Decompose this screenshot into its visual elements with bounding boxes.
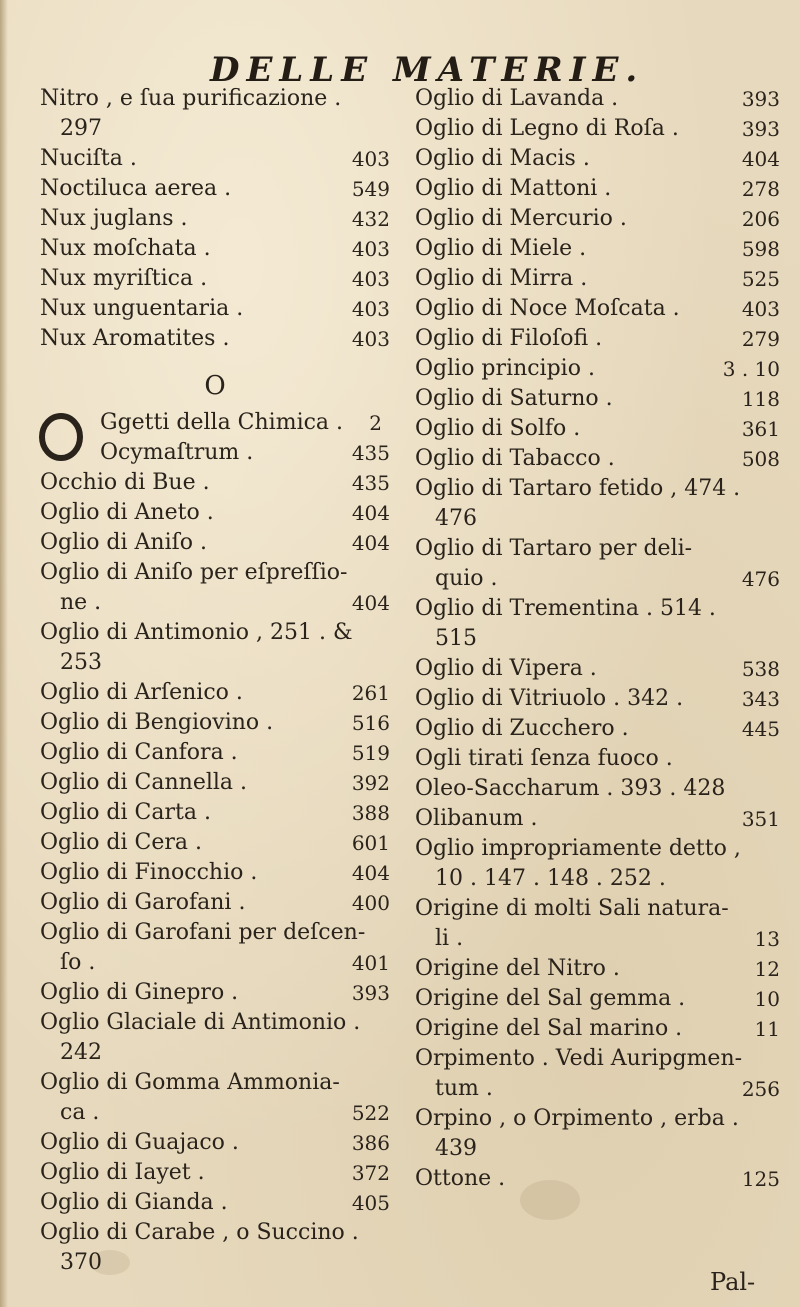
entry-page: 13 (754, 927, 780, 951)
entry-text: Oglio di Aniſo . (40, 530, 208, 555)
entry-text: Oglio di Cannella . (40, 770, 248, 795)
entry-text: Ogli tirati ſenza fuoco . (415, 746, 673, 771)
entry-page: 2 (369, 411, 382, 435)
page-edge-shadow (0, 0, 8, 1307)
entry-text: 297 (60, 116, 102, 141)
index-entry (415, 114, 780, 144)
entry-page: 343 (741, 687, 780, 711)
index-entry (415, 444, 780, 474)
index-entry (415, 1164, 780, 1194)
entry-page: 393 (741, 117, 780, 141)
entry-page: 405 (351, 1191, 390, 1215)
index-entry (415, 294, 780, 324)
entry-page: 279 (741, 327, 780, 351)
index-entry (40, 84, 390, 114)
entry-page: 403 (351, 327, 390, 351)
index-entry (40, 1068, 390, 1098)
index-entry (40, 918, 390, 948)
entry-text: 242 (60, 1040, 102, 1065)
entry-page: 404 (351, 591, 390, 615)
index-entry (40, 1158, 390, 1188)
entry-text: Oglio di Noce Moſcata . (415, 296, 680, 321)
entry-text: Oleo-Saccharum . 393 . 428 (415, 776, 726, 801)
entry-text: Orpimento . Vedi Auripgmen- (415, 1046, 743, 1071)
entry-text: Ggetti della Chimica . (100, 410, 344, 435)
index-entry (415, 474, 780, 504)
entry-text: Oglio di Mirra . (415, 266, 588, 291)
index-column-right (415, 84, 780, 1194)
entry-text: li . (435, 926, 464, 951)
index-entry-continuation (415, 1074, 780, 1104)
index-entry (40, 144, 390, 174)
entry-text: Oglio di Gomma Ammonia- (40, 1070, 340, 1095)
entry-page: 549 (351, 177, 390, 201)
entry-page: 372 (351, 1161, 390, 1185)
entry-text: 370 (60, 1250, 102, 1275)
index-entry (40, 324, 390, 354)
index-entry (415, 594, 780, 624)
entry-text: Nitro , e ſua purificazione . (40, 86, 342, 111)
entry-text: Oglio di Lavanda . (415, 86, 619, 111)
entry-text: Olibanum . (415, 806, 538, 831)
entry-page: 125 (741, 1167, 780, 1191)
index-entry (415, 144, 780, 174)
index-entry (40, 618, 390, 648)
index-entry (415, 264, 780, 294)
entry-text: ne . (60, 590, 102, 615)
index-entry (40, 678, 390, 708)
drop-cap-o-icon (38, 412, 84, 462)
index-entry-continuation (40, 1248, 390, 1278)
entry-text: Oglio di Ginepro . (40, 980, 239, 1005)
entry-page: 445 (741, 717, 780, 741)
entry-page: 10 (754, 987, 780, 1011)
entry-text: Nuciſta . (40, 146, 137, 171)
entry-page: 386 (351, 1131, 390, 1155)
index-entry-continuation (40, 948, 390, 978)
index-entry (415, 684, 780, 714)
entry-page: 403 (351, 147, 390, 171)
index-entry-continuation (415, 624, 780, 654)
entry-page: 435 (351, 441, 390, 465)
index-entry (40, 1218, 390, 1248)
catchword: Pal- (710, 1268, 756, 1296)
index-entry-continuation (40, 648, 390, 678)
entry-page: 522 (351, 1101, 390, 1125)
entry-page: 525 (741, 267, 780, 291)
index-entry (415, 1014, 780, 1044)
entry-text: Oglio di Legno di Roſa . (415, 116, 679, 141)
entry-text: tum . (435, 1076, 493, 1101)
entry-text: Nux juglans . (40, 206, 188, 231)
page-header: DELLE MATERIE. (210, 50, 645, 90)
entry-text: Oglio di Miele . (415, 236, 587, 261)
index-entry (40, 498, 390, 528)
index-entry-continuation (415, 1134, 780, 1164)
index-entry (40, 204, 390, 234)
entry-text: Oglio di Finocchio . (40, 860, 258, 885)
index-entry (40, 768, 390, 798)
entry-text: Oglio di Iayet . (40, 1160, 205, 1185)
entry-text: Oglio di Vipera . (415, 656, 597, 681)
entry-text: Oglio di Gianda . (40, 1190, 228, 1215)
index-entry (40, 264, 390, 294)
entry-page: 278 (741, 177, 780, 201)
index-entry (40, 1008, 390, 1038)
index-entry (40, 174, 390, 204)
entry-page: 118 (741, 387, 780, 411)
entry-text: Oglio di Tartaro per deli- (415, 536, 693, 561)
index-entry-drop-cap (40, 408, 390, 468)
section-letter: O (204, 371, 226, 401)
entry-text: Oglio di Canfora . (40, 740, 238, 765)
entry-text: Oglio di Saturno . (415, 386, 613, 411)
entry-page: 3 . 10 (722, 357, 780, 381)
entry-text: Oglio di Bengiovino . (40, 710, 274, 735)
entry-text: Oglio impropriamente detto , (415, 836, 741, 861)
entry-text: 439 (435, 1136, 477, 1161)
entry-text: 515 (435, 626, 477, 651)
index-entry (415, 204, 780, 234)
entry-page: 361 (741, 417, 780, 441)
entry-text: Ocymaſtrum . (100, 440, 254, 465)
index-entry (40, 828, 390, 858)
entry-text: Origine di molti Sali natura- (415, 896, 729, 921)
index-entry (415, 84, 780, 114)
entry-page: 261 (351, 681, 390, 705)
index-entry (40, 1128, 390, 1158)
entry-text: Origine del Sal gemma . (415, 986, 686, 1011)
entry-text: Oglio di Mattoni . (415, 176, 612, 201)
index-entry (40, 1188, 390, 1218)
entry-page: 404 (351, 861, 390, 885)
index-entry-continuation (415, 864, 780, 894)
index-entry (415, 174, 780, 204)
entry-text: Oglio di Aniſo per eſpreſſio- (40, 560, 348, 585)
entry-page: 403 (741, 297, 780, 321)
index-entry (415, 804, 780, 834)
entry-text: Noctiluca aerea . (40, 176, 232, 201)
index-entry (40, 468, 390, 498)
index-entry (415, 984, 780, 1014)
entry-text: ſo . (60, 950, 96, 975)
index-entry-continuation (40, 1098, 390, 1128)
index-column-left (40, 84, 390, 1278)
entry-page: 404 (351, 531, 390, 555)
entry-page: 538 (741, 657, 780, 681)
entry-page: 601 (351, 831, 390, 855)
entry-text: Oglio di Garofani . (40, 890, 246, 915)
entry-text: Oglio di Cera . (40, 830, 203, 855)
index-entry (40, 798, 390, 828)
index-entry (415, 354, 780, 384)
entry-text: Oglio di Vitriuolo . 342 . (415, 686, 684, 711)
entry-page: 388 (351, 801, 390, 825)
entry-text: Oglio di Solfo . (415, 416, 581, 441)
entry-text: Orpino , o Orpimento , erba . (415, 1106, 739, 1131)
entry-text: Nux moſchata . (40, 236, 211, 261)
index-entry-continuation (40, 114, 390, 144)
entry-page: 598 (741, 237, 780, 261)
index-entry-continuation (415, 504, 780, 534)
index-entry (415, 894, 780, 924)
entry-text: Occhio di Bue . (40, 470, 210, 495)
entry-page: 403 (351, 267, 390, 291)
entry-text: Oglio di Carta . (40, 800, 211, 825)
entry-text: Oglio di Carabe , o Succino . (40, 1220, 359, 1245)
entry-text: Oglio principio . (415, 356, 595, 381)
entry-text: Oglio di Mercurio . (415, 206, 627, 231)
entry-text: ca . (60, 1100, 100, 1125)
index-entry (415, 1044, 780, 1074)
entry-page: 432 (351, 207, 390, 231)
entry-page: 519 (351, 741, 390, 765)
entry-page: 404 (351, 501, 390, 525)
entry-page: 256 (741, 1077, 780, 1101)
entry-text: Oglio di Zucchero . (415, 716, 629, 741)
index-entry (40, 528, 390, 558)
index-entry (40, 708, 390, 738)
entry-page: 404 (741, 147, 780, 171)
entry-text: Oglio di Guajaco . (40, 1130, 239, 1155)
entry-page: 508 (741, 447, 780, 471)
entry-page: 403 (351, 297, 390, 321)
index-entry (415, 834, 780, 864)
index-entry (40, 858, 390, 888)
entry-text: Oglio di Arſenico . (40, 680, 243, 705)
entry-page: 206 (741, 207, 780, 231)
entry-text: Ottone . (415, 1166, 506, 1191)
index-entry-continuation (415, 924, 780, 954)
index-entry (415, 654, 780, 684)
entry-text: Oglio di Aneto . (40, 500, 214, 525)
entry-text: Oglio di Trementina . 514 . (415, 596, 716, 621)
index-entry-continuation (415, 564, 780, 594)
entry-text: Oglio di Garofani per deſcen- (40, 920, 366, 945)
entry-page: 393 (351, 981, 390, 1005)
index-entry (415, 384, 780, 414)
index-entry-continuation (40, 1038, 390, 1068)
index-entry (415, 744, 780, 774)
entry-page: 435 (351, 471, 390, 495)
entry-page: 393 (741, 87, 780, 111)
index-entry (415, 714, 780, 744)
index-entry (40, 978, 390, 1008)
index-entry (415, 534, 780, 564)
index-entry (40, 234, 390, 264)
index-entry (415, 1104, 780, 1134)
entry-text: quio . (435, 566, 498, 591)
entry-text: Oglio Glaciale di Antimonio . (40, 1010, 361, 1035)
entry-text: Origine del Sal marino . (415, 1016, 683, 1041)
entry-text: Oglio di Macis . (415, 146, 590, 171)
index-entry-continuation (40, 588, 390, 618)
entry-page: 11 (754, 1017, 780, 1041)
entry-text: Nux myriſtica . (40, 266, 208, 291)
index-entry (40, 888, 390, 918)
entry-text: Oglio di Antimonio , 251 . & (40, 620, 353, 645)
entry-page: 516 (351, 711, 390, 735)
entry-text: Origine del Nitro . (415, 956, 620, 981)
index-entry (40, 294, 390, 324)
index-entry (415, 414, 780, 444)
entry-page: 401 (351, 951, 390, 975)
entry-page: 400 (351, 891, 390, 915)
entry-page: 476 (741, 567, 780, 591)
entry-text: Oglio di Tartaro fetido , 474 . (415, 476, 741, 501)
index-entry (415, 774, 780, 804)
entry-text: Nux Aromatites . (40, 326, 230, 351)
entry-text: Oglio di Filoſofi . (415, 326, 603, 351)
entry-page: 12 (754, 957, 780, 981)
entry-text: Oglio di Tabacco . (415, 446, 615, 471)
entry-text: Nux unguentaria . (40, 296, 244, 321)
entry-page: 403 (351, 237, 390, 261)
entry-text: 253 (60, 650, 102, 675)
index-entry (415, 954, 780, 984)
entry-page: 392 (351, 771, 390, 795)
index-entry (415, 234, 780, 264)
index-entry (415, 324, 780, 354)
entry-page: 351 (741, 807, 780, 831)
index-entry (40, 558, 390, 588)
entry-text: 10 . 147 . 148 . 252 . (435, 866, 666, 891)
entry-text: 476 (435, 506, 477, 531)
index-entry (40, 738, 390, 768)
